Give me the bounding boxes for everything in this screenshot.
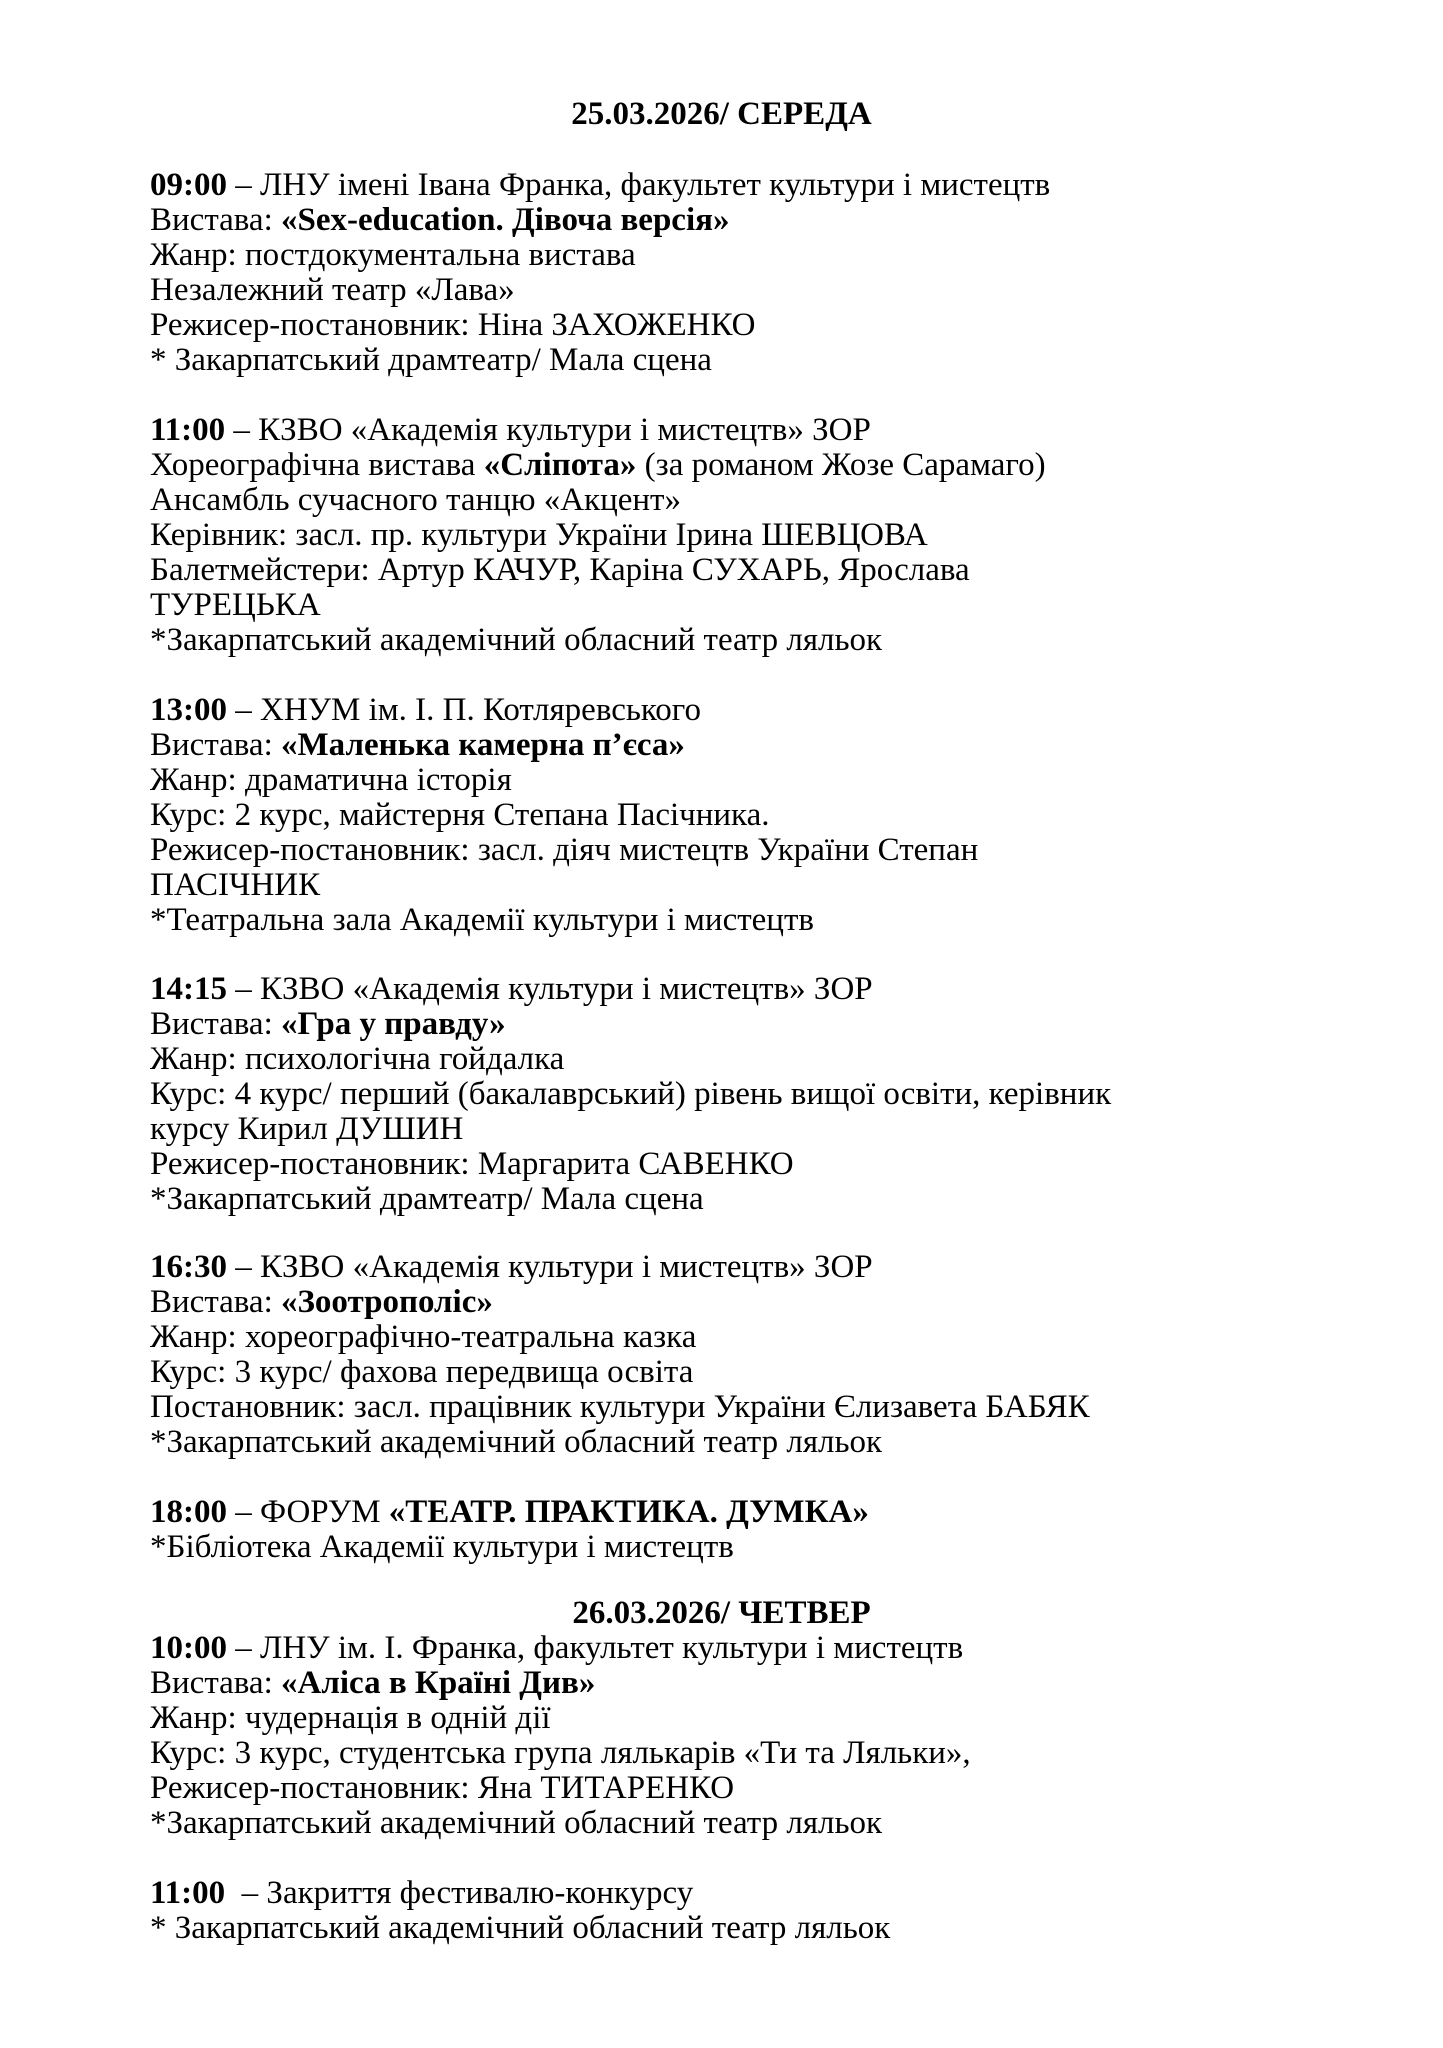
event-director: Режисер-постановник: Ніна ЗАХОЖЕНКО: [150, 307, 756, 343]
day-heading-thursday: 26.03.2026/ ЧЕТВЕР: [572, 1595, 871, 1631]
event-director: Постановник: засл. працівник культури України Єлизавета БАБЯК: [150, 1389, 1090, 1425]
event-time: 16:30: [150, 1249, 227, 1285]
event-genre: Жанр: чудернація в одній дії: [150, 1700, 551, 1736]
show-prefix: Хореографічна вистава: [150, 447, 484, 483]
event-choreographers: Балетмейстери: Артур КАЧУР, Каріна СУХАРЬ, Ярослава: [150, 552, 970, 588]
event-troupe: Незалежний театр «Лава»: [150, 272, 515, 308]
event-header: [150, 1876, 1340, 1911]
event-header: [150, 693, 1340, 728]
event-show: [150, 203, 1340, 238]
event-closing: [150, 1876, 1340, 1946]
event-location: * Закарпатський академічний обласний театр ляльок: [150, 1910, 891, 1946]
show-prefix: Вистава:: [150, 1006, 282, 1042]
forum-title: «ТЕАТР. ПРАКТИКА. ДУМКА»: [388, 1494, 869, 1530]
event-show: [150, 448, 1340, 483]
event-genre: Жанр: постдокументальна вистава: [150, 237, 636, 273]
event-course: Курс: 3 курс/ фахова передвища освіта: [150, 1354, 694, 1390]
show-title: «Sex-education. Дівоча версія»: [281, 202, 730, 238]
event-prefix: – ФОРУМ: [227, 1494, 389, 1530]
event-1800: [150, 1495, 1340, 1565]
event-leader: Керівник: засл. пр. культури України Ірина ШЕВЦОВА: [150, 517, 928, 553]
show-prefix: Вистава:: [150, 727, 282, 763]
event-location: *Бібліотека Академії культури і мистецтв: [150, 1529, 734, 1565]
event-text: – Закриття фестивалю-конкурсу: [225, 1875, 694, 1911]
event-header: [150, 972, 1340, 1007]
event-genre: Жанр: хореографічно-театральна казка: [150, 1319, 697, 1355]
event-course-cont: курсу Кирил ДУШИН: [150, 1111, 464, 1147]
event-show: [150, 728, 1340, 763]
event-venue-text: – КЗВО «Академія культури і мистецтв» ЗОР: [235, 1249, 873, 1285]
event-time: 11:00: [150, 412, 226, 448]
event-time: 14:15: [150, 971, 227, 1007]
show-suffix: (за романом Жозе Сарамаго): [636, 447, 1046, 483]
event-1630: [150, 1250, 1340, 1460]
event-header: [150, 1631, 1340, 1666]
event-venue-text: – КЗВО «Академія культури і мистецтв» ЗОР: [235, 971, 873, 1007]
event-1000: [150, 1631, 1340, 1841]
event-time: 13:00: [150, 692, 227, 728]
event-header: [150, 413, 1340, 448]
event-time: 10:00: [150, 1630, 227, 1666]
event-1100: [150, 413, 1340, 658]
event-location: *Закарпатський драмтеатр/ Мала сцена: [150, 1181, 704, 1217]
event-1415: [150, 972, 1340, 1217]
show-title: «Гра у правду»: [281, 1006, 506, 1042]
event-venue-text: – КЗВО «Академія культури і мистецтв» ЗОР: [233, 412, 871, 448]
event-location: *Театральна зала Академії культури і мистецтв: [150, 902, 814, 938]
event-header: [150, 168, 1340, 203]
event-director: Режисер-постановник: засл. діяч мистецтв України Степан: [150, 832, 979, 868]
event-time: 11:00: [150, 1875, 226, 1911]
event-course: Курс: 4 курс/ перший (бакалаврський) рівень вищої освіти, керівник: [150, 1076, 1112, 1112]
event-show: [150, 1666, 1340, 1701]
event-director-cont: ПАСІЧНИК: [150, 867, 321, 903]
show-title: «Маленька камерна п’єса»: [281, 727, 685, 763]
event-director: Режисер-постановник: Маргарита САВЕНКО: [150, 1146, 794, 1182]
event-0900: [150, 168, 1340, 378]
event-course: Курс: 3 курс, студентська група лялькарів «Ти та Ляльки»,: [150, 1735, 971, 1771]
show-title: «Аліса в Країні Див»: [281, 1665, 596, 1701]
event-header: [150, 1250, 1340, 1285]
show-title: «Зоотрополіс»: [281, 1284, 493, 1320]
event-venue-text: – ЛНУ імені Івана Франка, факультет культури і мистецтв: [235, 167, 1051, 203]
event-location: * Закарпатський драмтеатр/ Мала сцена: [150, 342, 712, 378]
event-header: [150, 1495, 1340, 1530]
event-show: [150, 1285, 1340, 1320]
show-prefix: Вистава:: [150, 202, 282, 238]
event-venue-text: – ХНУМ ім. І. П. Котляревського: [235, 692, 701, 728]
event-venue-text: – ЛНУ ім. І. Франка, факультет культури і мистецтв: [235, 1630, 964, 1666]
event-time: 09:00: [150, 167, 227, 203]
event-director: Режисер-постановник: Яна ТИТАРЕНКО: [150, 1770, 735, 1806]
event-1300: [150, 693, 1340, 938]
event-location: *Закарпатський академічний обласний театр ляльок: [150, 1805, 883, 1841]
event-ensemble: Ансамбль сучасного танцю «Акцент»: [150, 482, 681, 518]
event-time: 18:00: [150, 1494, 227, 1530]
day-heading-wednesday: 25.03.2026/ СЕРЕДА: [571, 96, 872, 132]
show-prefix: Вистава:: [150, 1665, 282, 1701]
event-genre: Жанр: драматична історія: [150, 762, 512, 798]
show-prefix: Вистава:: [150, 1284, 282, 1320]
event-course: Курс: 2 курс, майстерня Степана Пасічника.: [150, 797, 770, 833]
event-location: *Закарпатський академічний обласний театр ляльок: [150, 622, 883, 658]
event-genre: Жанр: психологічна гойдалка: [150, 1041, 565, 1077]
event-location: *Закарпатський академічний обласний театр ляльок: [150, 1424, 883, 1460]
event-choreographers-cont: ТУРЕЦЬКА: [150, 587, 321, 623]
event-show: [150, 1007, 1340, 1042]
show-title: «Сліпота»: [483, 447, 637, 483]
